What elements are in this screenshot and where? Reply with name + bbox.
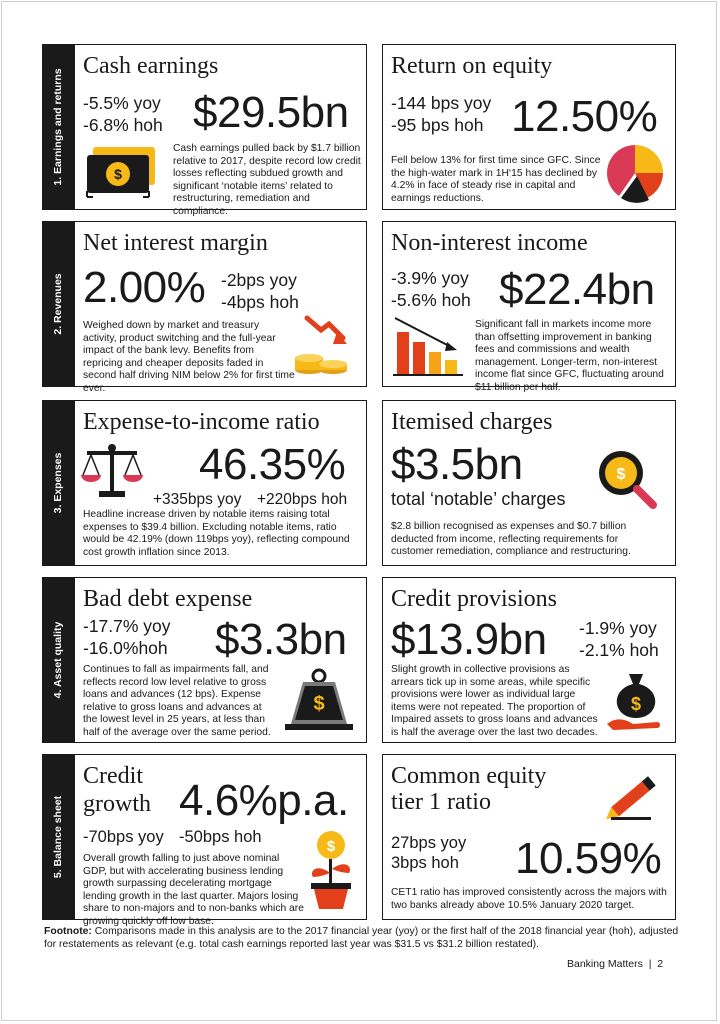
card-title-line1: Common equity <box>391 763 547 789</box>
footnote-label: Footnote: <box>44 926 92 937</box>
hoh-change: -6.8% hoh <box>83 115 163 135</box>
hoh-change: -2.1% hoh <box>579 640 659 660</box>
card-title: Cash earnings <box>83 53 219 79</box>
svg-text:$: $ <box>313 693 325 715</box>
card-expense-to-income <box>74 400 367 566</box>
headline-value: $29.5bn <box>193 88 349 137</box>
card-description: Fell below 13% for first time since GFC. Since the high-water mark in 1H‘15 has declined by 4.2% in face of steady rise in capital and earnings reductions. <box>391 155 601 204</box>
yoy-change: -17.7% yoy <box>83 616 171 636</box>
section-label-text: 3. Expenses <box>52 452 64 514</box>
footnote-text: Comparisons made in this analysis are to the 2017 financial year (yoy) or the first half of the 2018 financial year (hoh), adjusted for restatements as relevant (e.g. total cash earnings reported last year was $31.5 vs $31.2 billion restated). <box>44 926 679 950</box>
cash-icon <box>83 145 165 206</box>
headline-value: 12.50% <box>511 92 658 141</box>
card-itemised-charges <box>382 400 676 566</box>
card-title: Net interest margin <box>83 230 268 256</box>
headline-value: 4.6%p.a. <box>179 776 349 825</box>
balance-scale-icon <box>79 441 145 506</box>
yoy-change: -144 bps yoy <box>391 93 492 113</box>
card-non-interest-income <box>382 221 676 393</box>
section-label-text: 4. Asset quality <box>52 621 64 699</box>
publication-name: Banking Matters <box>567 958 643 970</box>
card-title: Non-interest income <box>391 230 588 256</box>
weight-dollar-icon <box>281 668 357 739</box>
section-label-text: 5. Balance sheet <box>52 795 64 879</box>
headline-value: 10.59% <box>515 834 662 883</box>
card-title-line2: tier 1 ratio <box>391 789 491 815</box>
headline-subtitle: total ‘notable’ charges <box>391 489 566 509</box>
hoh-change: -5.6% hoh <box>391 290 471 310</box>
yoy-change: -1.9% yoy <box>579 618 657 638</box>
card-description: Overall growth falling to just above nominal GDP, but with accelerating business lending growth surpassing decelerating mortgage lending growth in the last quarter. Majors losing share to non-majors and to non-banks which are growing quickly off low base. <box>83 853 304 927</box>
hoh-change: -16.0%hoh <box>83 638 168 658</box>
card-title: Return on equity <box>391 53 553 79</box>
declining-arrow-coins-icon <box>293 314 359 385</box>
pencil-icon <box>605 765 665 830</box>
footnote <box>44 925 684 951</box>
headline-value: $3.3bn <box>215 615 347 664</box>
hoh-change: -50bps hoh <box>179 828 262 846</box>
hoh-change: -4bps hoh <box>221 292 299 312</box>
money-bag-hand-icon <box>603 668 669 739</box>
headline-value: $13.9bn <box>391 615 547 664</box>
section-label-text: 2. Revenues <box>52 273 64 335</box>
yoy-change: 27bps yoy <box>391 834 467 852</box>
card-description: Headline increase driven by notable items raising total expenses to $39.4 billion. Excluding notable items, ratio would be 42.19% (down 119bps yoy), reflecting compound cost growth inflation since 2013. <box>83 509 350 558</box>
card-description: Cash earnings pulled back by $1.7 billion relative to 2017, despite record low credit losses reflecting subdued growth and significant ‘notable items’ related to restructuring, remediation and compliance. <box>173 143 361 217</box>
card-title: Bad debt expense <box>83 586 253 612</box>
card-description: Significant fall in markets income more than offsetting improvement in banking fees and commissions and wealth management. Longer-term, non-interest income flat since GFC, fluctuating around $11 billion per half. <box>475 319 664 393</box>
svg-text:$: $ <box>630 694 642 714</box>
coin-plant-icon <box>303 827 359 916</box>
headline-value: $22.4bn <box>499 265 655 314</box>
footer-separator: | <box>648 958 652 970</box>
declining-bar-chart-icon <box>391 314 471 383</box>
page-footer <box>567 958 663 970</box>
magnifier-dollar-icon <box>595 447 661 518</box>
card-cash-earnings <box>74 44 367 217</box>
section-label-balance-sheet <box>42 754 74 920</box>
card-title: Itemised charges <box>391 409 553 435</box>
hoh-change: -95 bps hoh <box>391 115 484 135</box>
hoh-change: 3bps hoh <box>391 854 459 872</box>
section-label-asset-quality <box>42 577 74 743</box>
headline-value: $3.5bn <box>391 440 523 489</box>
card-title: Expense-to-income ratio <box>83 409 320 435</box>
headline-value: 46.35% <box>199 440 346 489</box>
headline-value: 2.00% <box>83 263 206 312</box>
card-description: CET1 ratio has improved consistently across the majors with two banks already above 10.5% January 2020 target. <box>391 887 667 911</box>
card-title-line1: Credit <box>83 763 143 789</box>
svg-text:$: $ <box>326 838 336 855</box>
card-credit-provisions <box>382 577 676 743</box>
card-cet1-ratio <box>382 754 676 920</box>
card-credit-growth <box>74 754 367 927</box>
card-net-interest-margin <box>74 221 367 394</box>
card-return-on-equity <box>382 44 676 210</box>
card-description: $2.8 billion recognised as expenses and $0.7 billion deducted from income, reflecting requirements for customer remediation, compliance and restructuring. <box>391 521 631 558</box>
section-label-revenues <box>42 221 74 387</box>
page-number: 2 <box>657 958 664 970</box>
svg-text:$: $ <box>114 166 122 182</box>
hoh-change: +220bps hoh <box>257 491 348 508</box>
yoy-change: -3.9% yoy <box>391 268 469 288</box>
yoy-change: -5.5% yoy <box>83 93 161 113</box>
section-label-text: 1. Earnings and returns <box>52 68 64 186</box>
card-title: Credit provisions <box>391 586 557 612</box>
card-description: Slight growth in collective provisions as arrears tick up in some areas, while specific provisions were lower as individual large items were not repeated. The proportion of Impaired assets to gross loans and advances is half the average over the last two decades. <box>391 664 598 738</box>
card-bad-debt-expense <box>74 577 367 743</box>
pie-chart-icon <box>605 143 667 208</box>
svg-text:$: $ <box>616 466 626 483</box>
card-description: Weighed down by market and treasury activity, product switching and the full-year impact of the bank levy. Benefits from repricing and cheaper deposits faded in second half driving NIM below 2% for first time ever. <box>83 320 295 394</box>
card-description: Continues to fall as impairments fall, and reflects record low level relative to gross loans and advances (12 bps). Expense relative to gross loans and advances at the lowest level in 25 years, at less than half of the average over the same period. <box>83 664 271 738</box>
section-label-expenses <box>42 400 74 566</box>
section-label-earnings <box>42 44 74 210</box>
yoy-change: +335bps yoy <box>153 491 242 508</box>
yoy-change: -70bps yoy <box>83 828 164 846</box>
yoy-change: -2bps yoy <box>221 270 297 290</box>
card-title-line2: growth <box>83 791 151 817</box>
